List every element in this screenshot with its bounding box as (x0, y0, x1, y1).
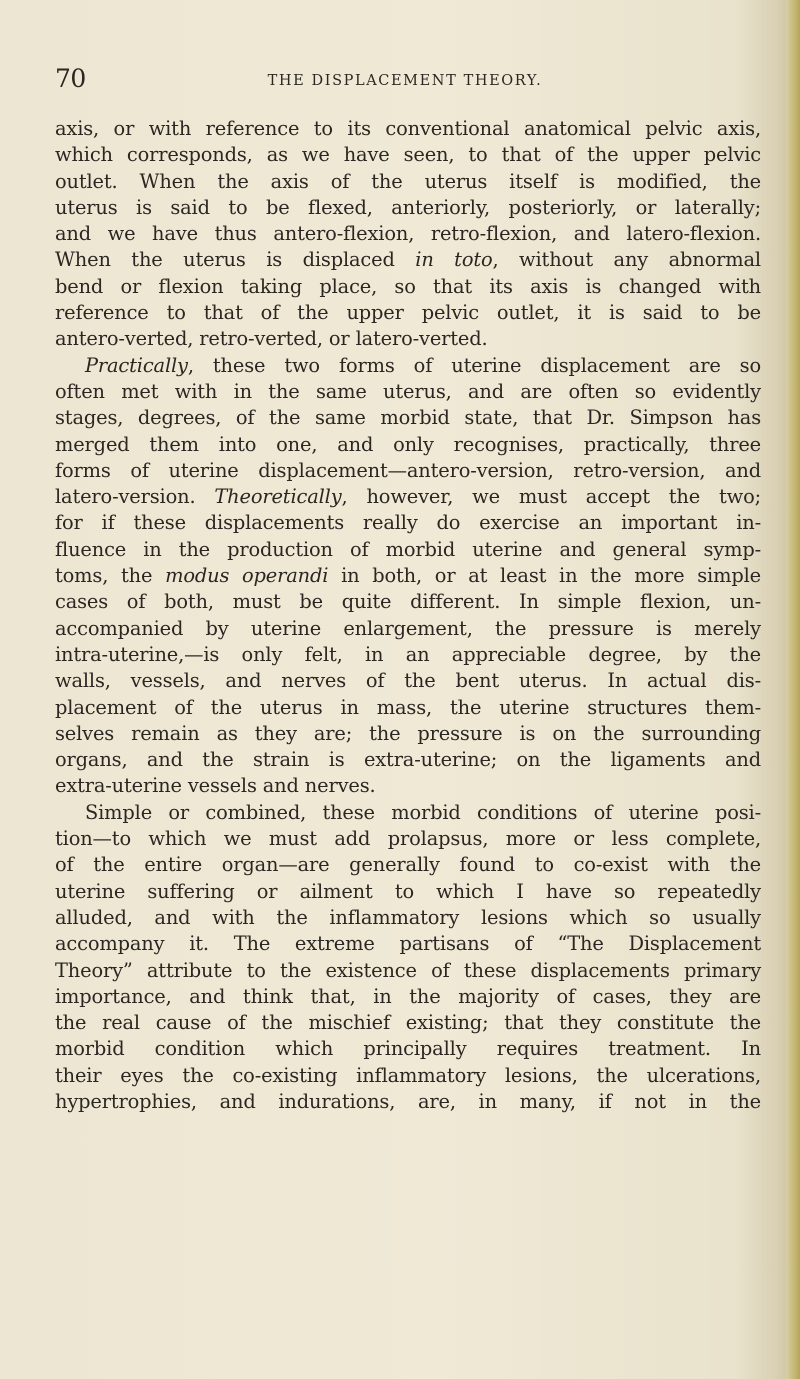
text-line (55, 747, 761, 773)
text-segment: outlet. When the axis of the uterus itself is modified, the (55, 169, 761, 193)
text-line (55, 958, 761, 984)
text-line (55, 510, 761, 536)
text-line (55, 432, 761, 458)
text-line (55, 800, 761, 826)
italic-text: modus operandi (165, 564, 329, 588)
text-line (55, 274, 761, 300)
text-segment: axis, or with reference to its conventional anatomical pelvic axis, (55, 117, 761, 140)
text-segment: bend or flexion taking place, so that its axis is changed with (55, 274, 761, 298)
text-line (55, 1036, 761, 1062)
text-segment: fluence in the production of morbid uterine and general symp- (55, 537, 761, 561)
text-line (55, 616, 761, 642)
text-line (55, 142, 761, 168)
text-segment: latero-version. (55, 485, 215, 509)
text-line (55, 458, 761, 484)
text-line (55, 1010, 761, 1036)
page-edge (786, 0, 800, 1379)
text-line (55, 405, 761, 431)
text-line (55, 668, 761, 694)
text-segment: , these two forms of uterine displacement are so (187, 353, 761, 377)
text-line (55, 326, 761, 352)
text-line (55, 247, 761, 273)
page-header (55, 64, 755, 98)
text-segment: stages, degrees, of the same morbid state, that Dr. Simpson has (55, 406, 761, 430)
text-line (55, 1089, 761, 1115)
text-line (55, 852, 761, 878)
text-segment: toms, the (55, 564, 166, 588)
text-line (55, 642, 761, 668)
text-segment: uterus is said to be flexed, anteriorly, posteriorly, or laterally; (55, 195, 761, 219)
text-segment: for if these displacements really do exercise an important in- (55, 511, 761, 535)
running-title: THE DISPLACEMENT THEORY. (267, 73, 543, 89)
text-segment: accompanied by uterine enlargement, the pressure is merely (55, 616, 761, 640)
text-segment: , however, we must accept the two; (341, 485, 762, 509)
text-segment: walls, vessels, and nerves of the bent uterus. In actual dis- (55, 669, 761, 693)
text-line (55, 695, 761, 721)
text-line (55, 879, 761, 905)
text-segment: in both, or at least in the more simple (328, 564, 761, 588)
text-segment: , without any abnormal (492, 248, 761, 272)
italic-text: in toto (415, 248, 493, 272)
text-segment: extra-uterine vessels and nerves. (55, 774, 376, 798)
text-line (55, 169, 761, 195)
text-segment: organs, and the strain is extra-uterine; on the ligaments and (55, 748, 761, 772)
text-segment: Theory” attribute to the existence of these displacements primary (55, 958, 761, 982)
text-line (55, 905, 761, 931)
text-segment: morbid condition which principally requires treatment. In (55, 1037, 761, 1061)
text-line (55, 826, 761, 852)
text-segment: often met with in the same uterus, and are often so evidently (55, 379, 761, 403)
text-line (55, 537, 761, 563)
text-line (55, 379, 761, 405)
text-segment: When the uterus is displaced (55, 248, 416, 272)
italic-text: Theoretically (214, 485, 342, 509)
text-segment: cases of both, must be quite different. In simple flexion, un- (55, 590, 761, 614)
italic-text: Practically (85, 353, 188, 377)
text-segment: and we have thus antero-flexion, retro-flexion, and latero-flexion. (55, 222, 761, 246)
text-segment: their eyes the co-existing inflammatory lesions, the ulcerations, (55, 1063, 761, 1087)
text-segment: uterine suffering or ailment to which I have so repeatedly (55, 879, 761, 903)
text-line (55, 931, 761, 957)
text-line (55, 563, 761, 589)
text-segment: Simple or combined, these morbid conditions of uterine posi- (85, 800, 761, 824)
text-line (55, 195, 761, 221)
text-line (55, 353, 761, 379)
text-segment: alluded, and with the inflammatory lesions which so usually (55, 905, 761, 929)
text-segment: hypertrophies, and indurations, are, in many, if not in the (55, 1089, 761, 1113)
text-segment: importance, and think that, in the majority of cases, they are (55, 984, 761, 1008)
text-segment: tion—to which we must add prolapsus, more or less complete, (55, 827, 761, 851)
text-segment: accompany it. The extreme partisans of “The Displacement (55, 932, 761, 956)
text-segment: selves remain as they are; the pressure is on the surrounding (55, 721, 761, 745)
text-segment: reference to that of the upper pelvic outlet, it is said to be (55, 301, 761, 325)
text-segment: intra-uterine,—is only felt, in an appreciable degree, by the (55, 642, 761, 666)
text-segment: the real cause of the mischief existing; that they constitute the (55, 1011, 761, 1035)
text-segment: which corresponds, as we have seen, to that of the upper pelvic (55, 143, 761, 167)
text-segment: antero-verted, retro-verted, or latero-verted. (55, 327, 488, 351)
text-line (55, 1063, 761, 1089)
text-segment: of the entire organ—are generally found to co-exist with the (55, 853, 761, 877)
text-line (55, 116, 761, 142)
text-line (55, 721, 761, 747)
text-segment: merged them into one, and only recognises, practically, three (55, 432, 761, 456)
text-line (55, 221, 761, 247)
text-segment: placement of the uterus in mass, the uterine structures them- (55, 695, 761, 719)
text-segment: forms of uterine displacement—antero-version, retro-version, and (55, 458, 761, 482)
text-line (55, 589, 761, 615)
text-line (55, 773, 761, 799)
body-text (55, 116, 761, 1115)
page-number: 70 (55, 64, 86, 93)
text-line (55, 984, 761, 1010)
text-line (55, 484, 761, 510)
text-line (55, 300, 761, 326)
